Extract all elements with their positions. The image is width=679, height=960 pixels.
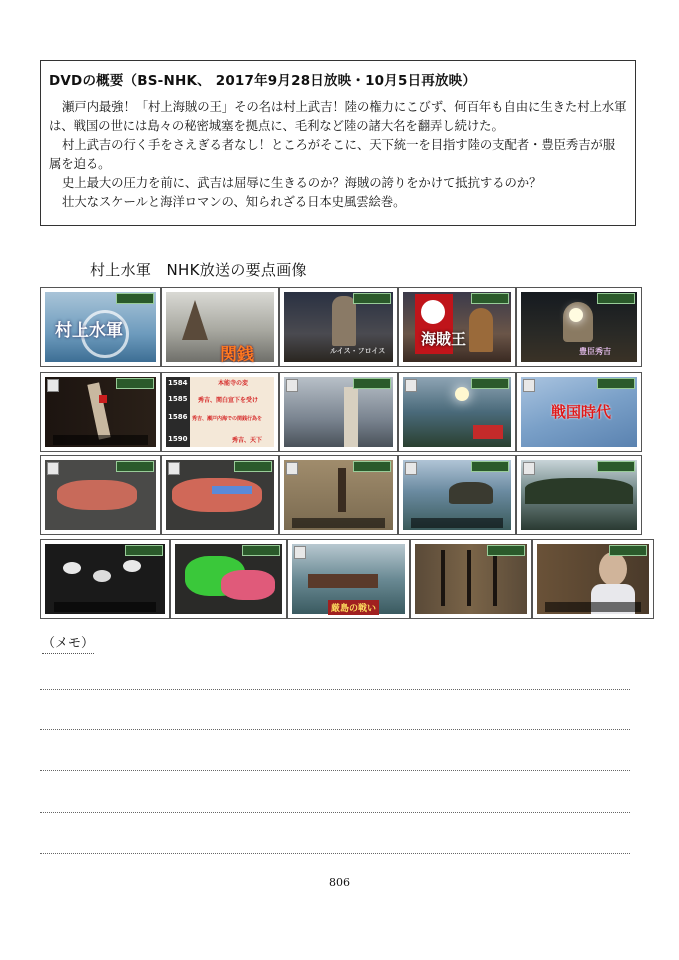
- channel-tag: [353, 293, 391, 304]
- channel-tag: [597, 378, 635, 389]
- memo-line: [40, 853, 630, 854]
- memo-label: （メモ）: [42, 632, 94, 654]
- channel-tag: [242, 545, 280, 556]
- channel-logo-icon: [523, 462, 535, 475]
- thumbnail-old-document: [279, 455, 398, 535]
- thumbnail-map-islands: [40, 455, 161, 535]
- channel-logo-icon: [523, 379, 535, 392]
- caption-strip: [411, 518, 504, 528]
- summary-paragraph-3: 史上最大の圧力を前に、武吉は屈辱に生きるのか？海賊の誇りをかけて抵抗するのか？: [62, 175, 542, 190]
- thumbnail-caption: ルイス・フロイス: [330, 347, 386, 355]
- thumbnail-kaizoku-ou: [398, 287, 516, 367]
- memo-line: [40, 729, 630, 730]
- channel-tag: [597, 293, 635, 304]
- timeline-event: 本能寺の変: [218, 380, 249, 387]
- memo-line: [40, 689, 630, 690]
- timeline-year: 1586: [168, 413, 188, 421]
- timeline-year: 1590: [168, 435, 188, 443]
- channel-tag: [234, 461, 272, 472]
- channel-tag: [125, 545, 163, 556]
- summary-paragraph-4: 壮大なスケールと海洋ロマンの、知られざる日本史風雲絵巻。: [62, 194, 406, 209]
- thumbnail-sekisen: [161, 287, 279, 367]
- channel-tag: [116, 378, 154, 389]
- caption-strip: [545, 602, 641, 612]
- summary-title: DVDの概要（BS-NHK、 2017年9月28日放映・10月5日再放映）: [49, 73, 477, 89]
- channel-tag: [471, 378, 509, 389]
- channel-tag: [597, 461, 635, 472]
- grid-row-4: [40, 539, 642, 619]
- thumbnail-title: 戦国時代: [551, 403, 612, 421]
- channel-logo-icon: [294, 546, 306, 559]
- thumbnail-island-shore: [516, 455, 642, 535]
- thumbnail-itsukushima: [287, 539, 410, 619]
- channel-tag: [471, 293, 509, 304]
- channel-logo-icon: [405, 379, 417, 392]
- memo-line: [40, 770, 630, 771]
- channel-tag: [116, 293, 154, 304]
- thumbnail-murakami-suigun: [40, 287, 161, 367]
- thumbnail-coast-rocks: [398, 455, 516, 535]
- timeline-event: 秀吉、関白宣下を受け: [198, 397, 259, 404]
- grid-row-2: [40, 372, 642, 452]
- timeline-event: 秀吉、天下: [232, 437, 263, 444]
- channel-logo-icon: [405, 462, 417, 475]
- caption-strip: [292, 518, 386, 528]
- thumbnail-title: 村上水軍: [55, 321, 123, 341]
- section-title: 村上水軍 NHK放送の要点画像: [90, 261, 307, 279]
- thumbnail-document-scroll: [40, 372, 161, 452]
- screenshot-grid: [40, 287, 642, 621]
- thumbnail-excavated-pottery: [40, 539, 170, 619]
- thumbnail-map-routes: [161, 455, 279, 535]
- timeline-event: 秀吉、瀬戸内海での関銭行為を: [192, 416, 263, 422]
- thumbnail-sengoku-jidai: [516, 372, 642, 452]
- channel-logo-icon: [168, 462, 180, 475]
- thumbnail-stone-monument: [279, 372, 398, 452]
- thumbnail-timeline: [161, 372, 279, 452]
- thumbnail-toyotomi-hideyoshi: [516, 287, 642, 367]
- channel-tag: [116, 461, 154, 472]
- thumbnail-title: 関銭: [220, 345, 254, 365]
- channel-logo-icon: [286, 379, 298, 392]
- caption-strip: [54, 602, 156, 612]
- thumbnail-title: 海賊王: [421, 330, 467, 348]
- page-number: 806: [329, 876, 350, 889]
- memo-line: [40, 812, 630, 813]
- channel-logo-icon: [47, 462, 59, 475]
- grid-row-1: [40, 287, 642, 367]
- channel-tag: [353, 378, 391, 389]
- caption-strip: [53, 435, 148, 445]
- thumbnail-caption: 豊臣秀吉: [579, 347, 611, 356]
- channel-logo-icon: [286, 462, 298, 475]
- channel-tag: [487, 545, 525, 556]
- timeline-year: 1584: [168, 379, 188, 387]
- thumbnail-map-color: [170, 539, 287, 619]
- thumbnail-sea-islands: [398, 372, 516, 452]
- summary-paragraph-1: 瀬戸内最強！「村上海賊の王」その名は村上武吉！陸の権力にこびず、何百年も自由に生きた村上水軍は、戦国の世には島々の秘密城塞を拠点に、毛利など陸の諸大名を翻弄し続けた。: [49, 99, 627, 133]
- channel-tag: [609, 545, 647, 556]
- channel-tag: [471, 461, 509, 472]
- channel-tag: [353, 461, 391, 472]
- thumbnail-luis-frois: [279, 287, 398, 367]
- grid-row-3: [40, 455, 642, 535]
- channel-logo-icon: [47, 379, 59, 392]
- summary-paragraph-2: 村上武吉の行く手をさえぎる者なし！ところがそこに、天下統一を目指す陸の支配者・豊臣秀吉が服属を迫る。: [49, 137, 616, 171]
- thumbnail-title: 厳島の戦い: [328, 600, 379, 615]
- dvd-summary-box: [40, 60, 636, 226]
- thumbnail-calligraphy: [410, 539, 532, 619]
- timeline-year: 1585: [168, 395, 188, 403]
- thumbnail-historian-interview: [532, 539, 654, 619]
